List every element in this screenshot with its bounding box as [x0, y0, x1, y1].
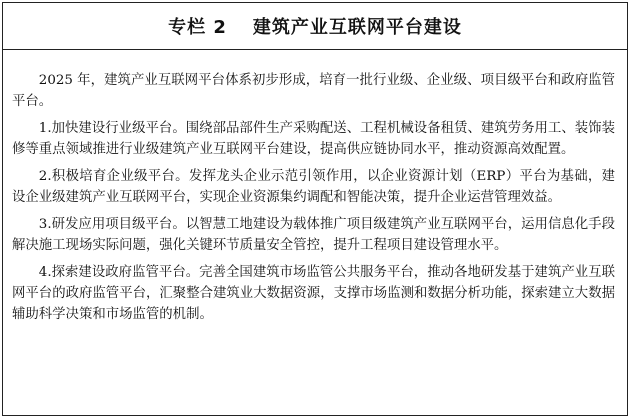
paragraph-government-platform: 4.探索建设政府监管平台。完善全国建筑市场监管公共服务平台，推动各地研发基于建筑产业互联网平台的政府监管平台，汇聚整合建筑业大数据资源，支撑市场监测和数据分析功能，探索建立大数据辅助科学决策和市场监管的机制。 — [12, 265, 615, 322]
column-number: 专栏 2 — [168, 17, 227, 38]
paragraph-enterprise-platform: 2.积极培育企业级平台。发挥龙头企业示范引领作用，以企业资源计划（ERP）平台为基础，建设企业级建筑产业互联网平台，实现企业资源集约调配和智能决策，提升企业运营管理效益。 — [12, 169, 615, 205]
paragraph-intro: 2025 年，建筑产业互联网平台体系初步形成，培育一批行业级、企业级、项目级平台和政府监管平台。 — [12, 73, 615, 109]
column-title-text: 建筑产业互联网平台建设 — [252, 17, 462, 38]
column-header — [3, 3, 627, 50]
paragraph-project-platform: 3.研发应用项目级平台。以智慧工地建设为载体推广项目级建筑产业互联网平台，运用信息化手段解决施工现场实际问题，强化关键环节质量安全管控，提升工程项目建设管理水平。 — [12, 217, 615, 253]
paragraph-industry-platform: 1.加快建设行业级平台。围绕部品部件生产采购配送、工程机械设备租赁、建筑劳务用工、装饰装修等重点领域推进行业级建筑产业互联网平台建设，提高供应链协同水平，推动资源高效配置。 — [12, 121, 615, 157]
column-box — [2, 2, 628, 416]
column-body — [3, 50, 627, 325]
column-title — [168, 13, 462, 39]
